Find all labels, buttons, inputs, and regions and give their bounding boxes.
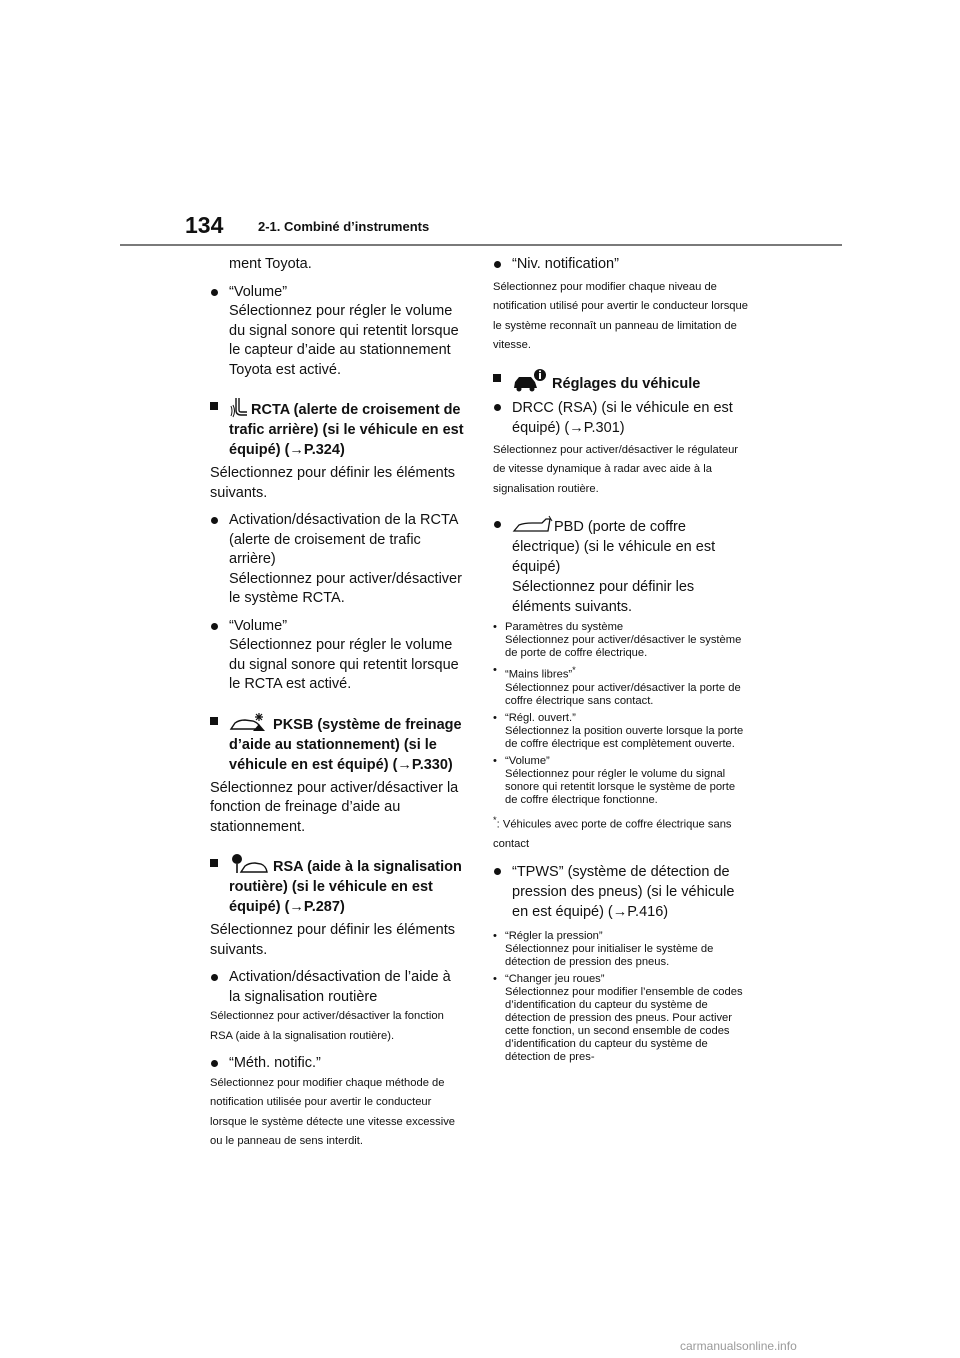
tpws-sub-item <box>493 930 748 969</box>
rsa-activation-text: Sélectionnez pour activer/désactiver la fonction RSA (aide à la signalisation routière). <box>210 1010 444 1042</box>
square-bullet-icon <box>210 717 218 725</box>
vehicle-heading <box>493 368 748 394</box>
pbd-sub-item <box>493 712 748 751</box>
pbd-sub-title: “Régl. ouvert.” <box>505 711 576 724</box>
right-column <box>493 253 748 1064</box>
pbd-icon <box>512 515 554 535</box>
footnote-text: : Véhicules avec porte de coffre électrique sans contact <box>493 818 732 850</box>
tpws-title: “TPWS” (système de détection de pression des pneus) (si le véhicule en est équipé) (→P.416) <box>512 864 735 921</box>
pksb-text: Sélectionnez pour activer/désactiver la fonction de freinage d’aide au stationnement. <box>210 779 459 835</box>
pbd-intro: Sélectionnez pour définir les éléments suivants. <box>512 579 695 615</box>
tpws-sub-text: Sélectionnez pour modifier l’ensemble de codes d’identification du capteur du système de détection de pression des pneus. Pour activer cette fonction, un second ensemble de codes d’identification du capteur du système de détection de pres- <box>505 986 743 1064</box>
meth-title: “Méth. notific.” <box>229 1055 321 1071</box>
small-bullet-icon: • <box>493 711 497 724</box>
rsa-icon <box>229 853 269 875</box>
bullet-icon <box>211 289 218 296</box>
bullet-icon <box>211 623 218 630</box>
bullet-icon <box>211 974 218 981</box>
bullet-icon <box>211 1060 218 1067</box>
small-bullet-icon: • <box>493 973 497 986</box>
small-bullet-icon: • <box>493 930 497 943</box>
pbd-sub-text: Sélectionnez pour régler le volume du signal sonore qui retentit lorsque le système de porte de coffre électrique fonctionne. <box>505 767 736 806</box>
tpws-sub-item <box>493 973 748 1064</box>
rcta-activation-item <box>210 511 465 609</box>
pbd-sub-title-text: “Mains libres” <box>505 668 573 681</box>
watermark: carmanualsonline.info <box>680 1339 797 1353</box>
bullet-icon <box>494 261 501 268</box>
square-bullet-icon <box>210 859 218 867</box>
section-title: 2-1. Combiné d’instruments <box>258 219 430 234</box>
page-number: 134 <box>185 212 224 238</box>
volume-text: Sélectionnez pour régler le volume du signal sonore qui retentit lorsque le capteur d’aide au stationnement Toyota est activé. <box>229 303 459 378</box>
meth-text: Sélectionnez pour modifier chaque méthode de notification utilisée pour avertir le conducteur lorsque le système détecte une vitesse excessive ou le panneau de sens interdit. <box>210 1076 456 1147</box>
rcta-heading-text: RCTA (alerte de croisement de trafic arrière) (si le véhicule en est équipé) (→P.324) <box>229 402 464 458</box>
drcc-text: Sélectionnez pour activer/désactiver le régulateur de vitesse dynamique à radar avec aide à la signalisation routière. <box>493 443 739 495</box>
niv-text: Sélectionnez pour modifier chaque niveau de notification utilisé pour avertir le conducteur lorsque le système reconnaît un panneau de limitation de vitesse. <box>493 280 748 351</box>
rsa-activation-item <box>210 968 465 1007</box>
rcta-icon <box>229 396 251 418</box>
meth-item <box>210 1054 465 1074</box>
tpws-sub-text: Sélectionnez pour initialiser le système de détection de pression des pneus. <box>505 943 714 969</box>
pbd-sub-title: Paramètres du système <box>505 621 624 633</box>
rcta-intro: Sélectionnez pour définir les éléments suivants. <box>210 465 456 501</box>
rcta-activation-title: Activation/désactivation de la RCTA (alerte de croisement de trafic arrière) <box>229 512 458 567</box>
pbd-sub-title: “Volume” <box>505 754 550 767</box>
rsa-intro: Sélectionnez pour définir les éléments suivants. <box>210 922 456 958</box>
rsa-activation-title: Activation/désactivation de l’aide à la signalisation routière <box>229 969 451 1005</box>
pbd-sub-text: Sélectionnez pour activer/désactiver la porte de coffre électrique sans contact. <box>505 681 741 707</box>
bullet-icon <box>211 517 218 524</box>
bullet-icon <box>494 868 501 875</box>
rsa-heading-text: RSA (aide à la signalisation routière) (si le véhicule en est équipé) (→P.287) <box>229 859 462 915</box>
rcta-volume-title: “Volume” <box>229 617 288 634</box>
pbd-item <box>493 515 748 617</box>
pbd-sub-text: Sélectionnez pour activer/désactiver le système de porte de coffre électrique. <box>505 634 742 659</box>
square-bullet-icon <box>210 402 218 410</box>
niv-item <box>493 255 748 275</box>
rsa-heading <box>210 853 465 917</box>
tpws-sub-title: “Changer jeu roues” <box>505 973 605 986</box>
pbd-sub-item <box>493 755 748 807</box>
pksb-heading <box>210 711 465 775</box>
volume-title: “Volume” <box>229 283 288 300</box>
small-bullet-icon: • <box>493 664 497 676</box>
rcta-activation-text: Sélectionnez pour activer/désactiver le système RCTA. <box>229 570 462 606</box>
tpws-item <box>493 862 748 922</box>
pbd-title-text: PBD (porte de coffre électrique) (si le véhicule en est équipé) <box>512 519 716 575</box>
left-column <box>210 253 465 1152</box>
pbd-sub-text: Sélectionnez la position ouverte lorsque la porte de coffre électrique est complètement ouverte. <box>505 724 744 750</box>
footnote-star: * <box>493 814 497 825</box>
pbd-sub-item <box>493 621 748 660</box>
header-divider <box>120 244 842 246</box>
bullet-icon <box>494 521 501 528</box>
footnote <box>493 811 748 855</box>
vehicle-heading-text: Réglages du véhicule <box>552 375 701 392</box>
page-header <box>0 0 960 250</box>
drcc-title: DRCC (RSA) (si le véhicule en est équipé) (→P.301) <box>512 399 733 436</box>
niv-title: “Niv. notification” <box>512 256 619 272</box>
drcc-item <box>493 398 748 438</box>
square-bullet-icon <box>493 374 501 382</box>
pbd-sub-item <box>493 664 748 708</box>
pbd-title <box>512 515 748 577</box>
small-bullet-icon: • <box>493 754 497 767</box>
rcta-heading <box>210 396 465 460</box>
footnote-mark: * <box>572 665 576 675</box>
rcta-volume-item <box>210 617 465 695</box>
small-bullet-icon: • <box>493 621 497 633</box>
continued-text: ment Toyota. <box>229 256 312 272</box>
rcta-volume-text: Sélectionnez pour régler le volume du signal sonore qui retentit lorsque le RCTA est activé. <box>229 637 459 692</box>
volume-item <box>210 283 465 381</box>
pksb-icon <box>229 711 269 733</box>
bullet-icon <box>494 404 501 411</box>
pksb-heading-text: PKSB (système de freinage d’aide au stationnement) (si le véhicule en est équipé) (→P.330) <box>229 716 462 773</box>
pbd-sub-title <box>505 664 748 682</box>
vehicle-settings-icon <box>512 368 548 392</box>
tpws-sub-title: “Régler la pression” <box>505 930 603 943</box>
